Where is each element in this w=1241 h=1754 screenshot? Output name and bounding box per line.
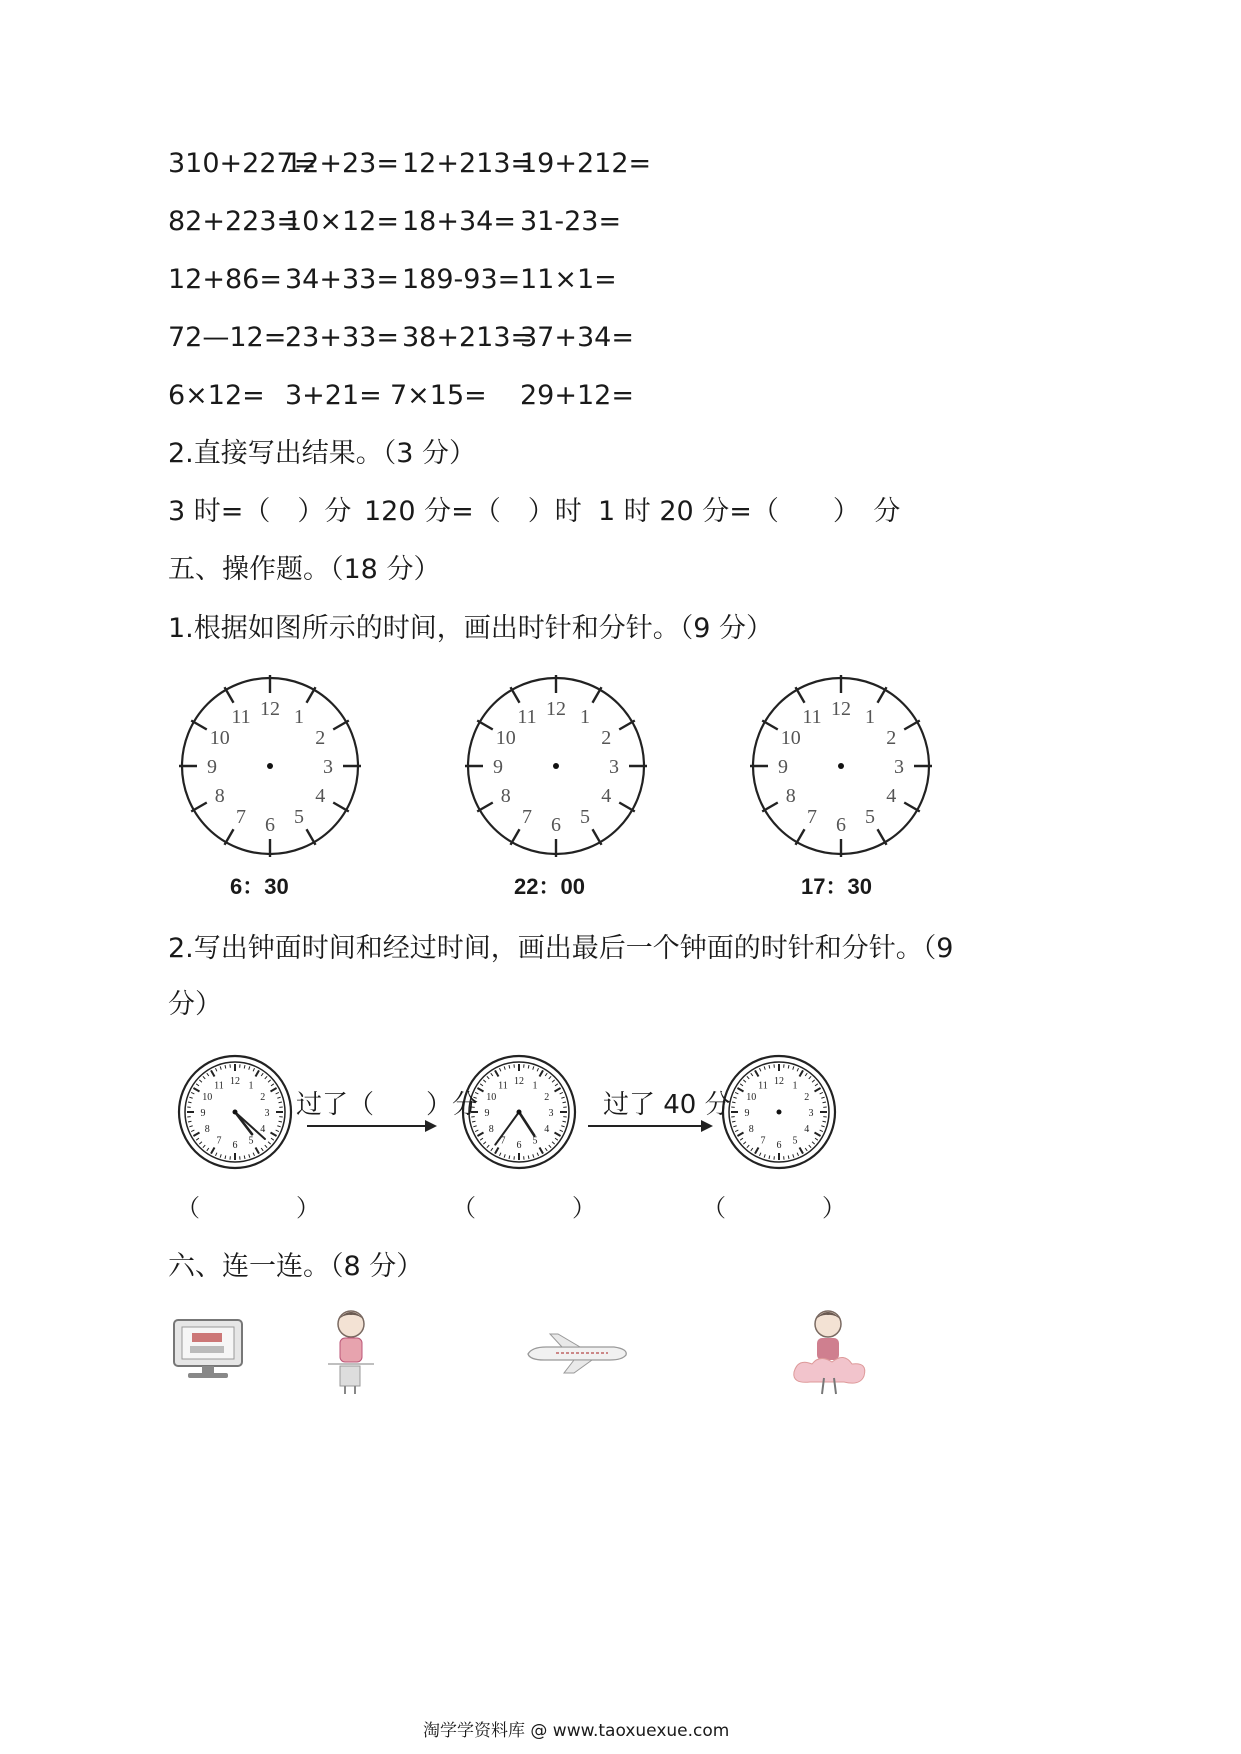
clock-numeral: 12 xyxy=(260,698,280,720)
clock-numeral: 7 xyxy=(522,806,532,829)
clock-numeral: 10 xyxy=(780,727,801,749)
clock-numeral: 5 xyxy=(248,1135,254,1147)
minute-tick xyxy=(740,1138,743,1140)
minute-tick xyxy=(499,1068,500,1071)
clock-numeral: 7 xyxy=(216,1135,222,1147)
minute-tick xyxy=(797,1068,798,1071)
clock-numeral: 5 xyxy=(865,806,875,829)
hour-tick xyxy=(762,721,778,730)
minute-tick xyxy=(249,1066,250,1069)
expr: 18+34= xyxy=(402,206,516,237)
minute-tick xyxy=(199,1080,202,1082)
clock-numeral: 4 xyxy=(886,785,897,807)
hour-tick xyxy=(593,829,602,845)
minute-tick xyxy=(196,1084,199,1086)
hour-tick xyxy=(225,687,234,703)
minute-tick xyxy=(815,1088,821,1092)
minute-tick xyxy=(220,1066,221,1069)
minute-tick xyxy=(737,1088,743,1092)
minute-tick xyxy=(211,1070,215,1076)
minute-tick xyxy=(735,1092,738,1093)
clock-numeral: 6 xyxy=(836,814,846,836)
minute-tick xyxy=(253,1153,254,1156)
minute-tick xyxy=(747,1076,749,1079)
clock-numeral: 11 xyxy=(231,705,251,728)
minute-tick xyxy=(191,1130,194,1131)
q2-title: 2.直接写出结果。（3 分） xyxy=(168,438,477,469)
minute-tick xyxy=(545,1148,547,1151)
minute-tick xyxy=(821,1126,824,1127)
clock-numeral: 6 xyxy=(776,1140,782,1151)
footer-watermark: 淘学学资料库 @ www.taoxuexue.com xyxy=(423,1721,730,1741)
arrow-2 xyxy=(586,1116,716,1136)
hour-tick xyxy=(796,687,805,703)
expr: 310+227= xyxy=(168,148,317,179)
minute-tick xyxy=(193,1133,199,1137)
minute-tick xyxy=(277,1126,280,1127)
clock-numeral: 8 xyxy=(488,1124,494,1135)
center-dot xyxy=(838,763,844,769)
minute-tick xyxy=(268,1080,271,1082)
center-dot xyxy=(233,1110,238,1115)
hour-tick xyxy=(307,829,316,845)
clock-numeral: 6 xyxy=(516,1140,522,1151)
clock-numeral: 2 xyxy=(804,1092,810,1103)
minute-tick xyxy=(533,1154,534,1157)
minute-tick xyxy=(271,1084,274,1086)
boy-sitting-icon xyxy=(318,1306,384,1396)
minute-tick xyxy=(733,1126,736,1127)
minute-tick xyxy=(759,1068,760,1071)
hour-tick xyxy=(477,803,493,812)
clock-face-2 xyxy=(456,672,656,862)
clock-numeral: 4 xyxy=(601,785,612,807)
minute-tick xyxy=(732,1102,735,1103)
minute-tick xyxy=(276,1130,279,1131)
minute-tick xyxy=(820,1130,823,1131)
clock-numeral: 4 xyxy=(544,1124,550,1135)
hour-tick xyxy=(333,721,349,730)
minute-tick xyxy=(220,1154,221,1157)
minute-tick xyxy=(747,1145,749,1148)
section6-title: 六、连一连。（8 分） xyxy=(168,1251,424,1282)
minute-tick xyxy=(823,1121,826,1122)
boy-on-cloud-icon xyxy=(790,1306,870,1398)
minute-tick xyxy=(261,1073,263,1076)
minute-tick xyxy=(560,1092,563,1093)
minute-tick xyxy=(504,1154,505,1157)
clock-numeral: 8 xyxy=(500,785,511,807)
clock-numeral: 8 xyxy=(204,1124,210,1135)
hour-tick xyxy=(878,687,887,703)
minute-tick xyxy=(743,1142,746,1144)
minute-tick xyxy=(537,1153,538,1156)
clock-numeral: 4 xyxy=(315,785,326,807)
clock-time-label: 6：30 xyxy=(230,874,289,899)
section5-title: 五、操作题。（18 分） xyxy=(168,554,441,585)
clock-face-3 xyxy=(741,672,941,862)
minute-tick xyxy=(256,1070,260,1076)
minute-tick xyxy=(533,1066,534,1069)
minute-tick xyxy=(271,1133,277,1137)
q2-sec5-title-line2: 分） xyxy=(168,989,222,1020)
expr: 189-93= xyxy=(402,264,521,295)
minute-tick xyxy=(487,1145,489,1148)
minute-tick xyxy=(249,1154,250,1157)
minute-tick xyxy=(788,1156,789,1159)
clock-numeral: 5 xyxy=(792,1135,798,1147)
minute-tick xyxy=(560,1130,563,1131)
clock-numeral: 8 xyxy=(748,1124,754,1135)
clock-numeral: 2 xyxy=(260,1092,266,1103)
minute-tick xyxy=(211,1148,215,1154)
hour-tick xyxy=(619,721,635,730)
clock-numeral: 3 xyxy=(264,1108,270,1119)
expr: 12+86= xyxy=(168,264,282,295)
arrow1-label: 过了（ ）分 xyxy=(296,1090,479,1120)
clock-numeral: 3 xyxy=(808,1108,814,1119)
hour-tick xyxy=(904,803,920,812)
minute-tick xyxy=(253,1068,254,1071)
hour-tick xyxy=(593,687,602,703)
minute-tick xyxy=(820,1092,823,1093)
hour-tick xyxy=(477,721,493,730)
expr: 82+223= xyxy=(168,206,300,237)
minute-tick xyxy=(215,1153,216,1156)
minute-tick xyxy=(276,1092,279,1093)
hour-tick xyxy=(511,829,520,845)
clock-numeral: 3 xyxy=(548,1108,554,1119)
hour-tick xyxy=(191,803,207,812)
minute-hand xyxy=(495,1112,519,1145)
minute-tick xyxy=(549,1076,551,1079)
clock-numeral: 10 xyxy=(746,1092,757,1103)
minute-tick xyxy=(188,1121,191,1122)
clock-numeral: 5 xyxy=(294,806,304,829)
clock-numeral: 1 xyxy=(865,705,875,728)
minute-tick xyxy=(196,1138,199,1140)
clock-numeral: 12 xyxy=(230,1076,240,1087)
hour-tick xyxy=(191,721,207,730)
minute-tick xyxy=(769,1156,770,1159)
center-dot xyxy=(517,1110,522,1115)
minute-tick xyxy=(800,1070,804,1076)
clock-numeral: 8 xyxy=(214,785,225,807)
minute-tick xyxy=(271,1138,274,1140)
minute-tick xyxy=(809,1076,811,1079)
clock-numeral: 2 xyxy=(601,727,612,749)
expr: 23+33= xyxy=(285,322,399,353)
minute-tick xyxy=(207,1148,209,1151)
minute-tick xyxy=(755,1070,759,1076)
expr: 31-23= xyxy=(520,206,622,237)
hour-tick xyxy=(225,829,234,845)
clock-numeral: 10 xyxy=(495,727,516,749)
minute-tick xyxy=(483,1142,486,1144)
minute-tick xyxy=(477,1133,483,1137)
q2-item-3: 1 时 20 分=（ ） 分 xyxy=(598,496,901,527)
minute-tick xyxy=(268,1142,271,1144)
hour-tick xyxy=(904,721,920,730)
minute-tick xyxy=(193,1088,199,1092)
clock-numeral: 2 xyxy=(315,727,326,749)
minute-tick xyxy=(545,1073,547,1076)
minute-tick xyxy=(244,1065,245,1068)
minute-tick xyxy=(271,1088,277,1092)
minute-tick xyxy=(189,1097,192,1098)
center-dot xyxy=(553,763,559,769)
clock-numeral: 3 xyxy=(894,756,904,778)
expr: 37+34= xyxy=(520,322,634,353)
clock-numeral: 6 xyxy=(265,814,275,836)
clock-numeral: 11 xyxy=(517,705,537,728)
minute-tick xyxy=(737,1133,743,1137)
expr: 6×12= xyxy=(168,380,265,411)
minute-tick xyxy=(740,1084,743,1086)
clock-numeral: 9 xyxy=(493,756,503,778)
small-clock-1 xyxy=(175,1052,295,1172)
minute-tick xyxy=(528,1065,529,1068)
minute-tick xyxy=(509,1065,510,1068)
minute-tick xyxy=(203,1076,205,1079)
minute-tick xyxy=(815,1084,818,1086)
minute-tick xyxy=(555,1138,558,1140)
minute-tick xyxy=(793,1066,794,1069)
clock-face-1 xyxy=(170,672,370,862)
clock-numeral: 9 xyxy=(778,756,788,778)
expr: 38+213= xyxy=(402,322,534,353)
minute-tick xyxy=(733,1097,736,1098)
minute-tick xyxy=(265,1145,267,1148)
clock-numeral: 5 xyxy=(532,1135,538,1147)
minute-tick xyxy=(265,1076,267,1079)
minute-tick xyxy=(499,1153,500,1156)
hour-tick xyxy=(333,803,349,812)
clock-numeral: 4 xyxy=(804,1124,810,1135)
arrow2-label: 过了 40 分 xyxy=(603,1090,731,1120)
minute-tick xyxy=(561,1126,564,1127)
clock-time-label: 17：30 xyxy=(801,874,872,899)
minute-tick xyxy=(812,1080,815,1082)
answer-blank: （ ） xyxy=(702,1194,846,1222)
minute-tick xyxy=(189,1126,192,1127)
minute-tick xyxy=(191,1092,194,1093)
minute-tick xyxy=(563,1121,566,1122)
hour-tick xyxy=(762,803,778,812)
minute-tick xyxy=(203,1145,205,1148)
minute-tick xyxy=(751,1148,753,1151)
clock-numeral: 4 xyxy=(260,1124,266,1135)
clock-numeral: 1 xyxy=(294,705,304,728)
minute-tick xyxy=(225,1156,226,1159)
q2-sec5-title-line1: 2.写出钟面时间和经过时间，画出最后一个钟面的时针和分针。（9 xyxy=(168,933,954,964)
expr: 3+21= xyxy=(285,380,382,411)
hour-tick xyxy=(511,687,520,703)
minute-tick xyxy=(279,1121,282,1122)
minute-tick xyxy=(755,1148,759,1154)
minute-tick xyxy=(277,1097,280,1098)
expr: 34+33= xyxy=(285,264,399,295)
minute-tick xyxy=(215,1068,216,1071)
minute-tick xyxy=(555,1133,561,1137)
minute-tick xyxy=(472,1121,475,1122)
hour-tick xyxy=(619,803,635,812)
minute-tick xyxy=(225,1065,226,1068)
minute-tick xyxy=(487,1076,489,1079)
minute-tick xyxy=(788,1065,789,1068)
minute-tick xyxy=(279,1102,282,1103)
minute-tick xyxy=(540,1070,544,1076)
minute-tick xyxy=(199,1142,202,1144)
clock-numeral: 12 xyxy=(774,1076,784,1087)
expr: 19+212= xyxy=(520,148,652,179)
answer-blank: （ ） xyxy=(176,1194,320,1222)
clock-numeral: 10 xyxy=(202,1092,213,1103)
clock-numeral: 6 xyxy=(232,1140,238,1151)
minute-tick xyxy=(491,1148,493,1151)
minute-tick xyxy=(552,1142,555,1144)
center-dot xyxy=(267,763,273,769)
minute-tick xyxy=(552,1080,555,1082)
minute-tick xyxy=(812,1142,815,1144)
clock-numeral: 10 xyxy=(486,1092,497,1103)
minute-tick xyxy=(207,1073,209,1076)
minute-tick xyxy=(528,1156,529,1159)
small-clock-3 xyxy=(719,1052,839,1172)
minute-tick xyxy=(256,1148,260,1154)
minute-tick xyxy=(537,1068,538,1071)
expr: 7×15= xyxy=(390,380,487,411)
minute-tick xyxy=(764,1066,765,1069)
answer-blank: （ ） xyxy=(452,1194,596,1222)
minute-tick xyxy=(540,1148,544,1154)
minute-tick xyxy=(815,1133,821,1137)
clock-numeral: 9 xyxy=(200,1108,206,1119)
center-dot xyxy=(777,1110,782,1115)
minute-tick xyxy=(188,1102,191,1103)
minute-tick xyxy=(509,1156,510,1159)
clock-numeral: 9 xyxy=(744,1108,750,1119)
expr: 29+12= xyxy=(520,380,634,411)
clock-numeral: 12 xyxy=(831,698,851,720)
clock-numeral: 1 xyxy=(580,705,590,728)
expr: 10×12= xyxy=(285,206,399,237)
minute-tick xyxy=(743,1080,746,1082)
minute-tick xyxy=(759,1153,760,1156)
minute-tick xyxy=(800,1148,804,1154)
clock-numeral: 12 xyxy=(514,1076,524,1087)
expr: 12+23= xyxy=(285,148,399,179)
minute-tick xyxy=(797,1153,798,1156)
minute-tick xyxy=(244,1156,245,1159)
minute-tick xyxy=(751,1073,753,1076)
clock-numeral: 11 xyxy=(802,705,822,728)
minute-tick xyxy=(561,1097,564,1098)
clock-numeral: 1 xyxy=(248,1080,254,1092)
hour-tick xyxy=(307,687,316,703)
expr: 12+213= xyxy=(402,148,534,179)
clock-numeral: 7 xyxy=(236,806,246,829)
clock-numeral: 7 xyxy=(500,1135,506,1147)
q2-item-2: 120 分=（ ）时 xyxy=(364,496,582,527)
clock-numeral: 11 xyxy=(214,1080,224,1092)
minute-tick xyxy=(805,1148,807,1151)
clock-time-label: 22：00 xyxy=(514,874,585,899)
minute-tick xyxy=(475,1130,478,1131)
minute-tick xyxy=(261,1148,263,1151)
minute-tick xyxy=(764,1154,765,1157)
hour-hand xyxy=(519,1112,534,1135)
clock-numeral: 2 xyxy=(544,1092,550,1103)
airplane-icon xyxy=(522,1330,632,1376)
clock-numeral: 5 xyxy=(580,806,590,829)
minute-tick xyxy=(480,1084,483,1086)
minute-tick xyxy=(477,1088,483,1092)
clock-numeral: 9 xyxy=(207,756,217,778)
clock-numeral: 1 xyxy=(792,1080,798,1092)
clock-numeral: 9 xyxy=(484,1108,490,1119)
hour-tick xyxy=(796,829,805,845)
clock-numeral: 8 xyxy=(785,785,796,807)
expr: 11×1= xyxy=(520,264,617,295)
minute-tick xyxy=(495,1070,499,1076)
minute-tick xyxy=(735,1130,738,1131)
minute-tick xyxy=(555,1084,558,1086)
hour-tick xyxy=(878,829,887,845)
clock-numeral: 3 xyxy=(323,756,333,778)
clock-numeral: 11 xyxy=(498,1080,508,1092)
minute-tick xyxy=(504,1066,505,1069)
minute-tick xyxy=(793,1154,794,1157)
minute-tick xyxy=(823,1102,826,1103)
minute-tick xyxy=(480,1138,483,1140)
minute-tick xyxy=(809,1145,811,1148)
minute-tick xyxy=(491,1073,493,1076)
arrow-1 xyxy=(305,1116,440,1136)
clock-numeral: 3 xyxy=(609,756,619,778)
minute-tick xyxy=(805,1073,807,1076)
clock-numeral: 11 xyxy=(758,1080,768,1092)
minute-tick xyxy=(732,1121,735,1122)
clock-numeral: 7 xyxy=(760,1135,766,1147)
minute-tick xyxy=(495,1148,499,1154)
q1-title: 1.根据如图所示的时间，画出时针和分针。（9 分） xyxy=(168,613,774,644)
clock-numeral: 12 xyxy=(546,698,566,720)
minute-tick xyxy=(473,1126,476,1127)
minute-tick xyxy=(821,1097,824,1098)
clock-numeral: 2 xyxy=(886,727,897,749)
tv-icon xyxy=(170,1316,250,1384)
q2-item-1: 3 时=（ ）分 xyxy=(168,496,352,527)
clock-numeral: 7 xyxy=(807,806,817,829)
minute-tick xyxy=(483,1080,486,1082)
minute-tick xyxy=(815,1138,818,1140)
minute-tick xyxy=(555,1088,561,1092)
minute-tick xyxy=(769,1065,770,1068)
minute-tick xyxy=(563,1102,566,1103)
expr: 72—12= xyxy=(168,322,287,353)
minute-tick xyxy=(549,1145,551,1148)
clock-numeral: 1 xyxy=(532,1080,538,1092)
clock-numeral: 10 xyxy=(209,727,230,749)
clock-numeral: 6 xyxy=(551,814,561,836)
